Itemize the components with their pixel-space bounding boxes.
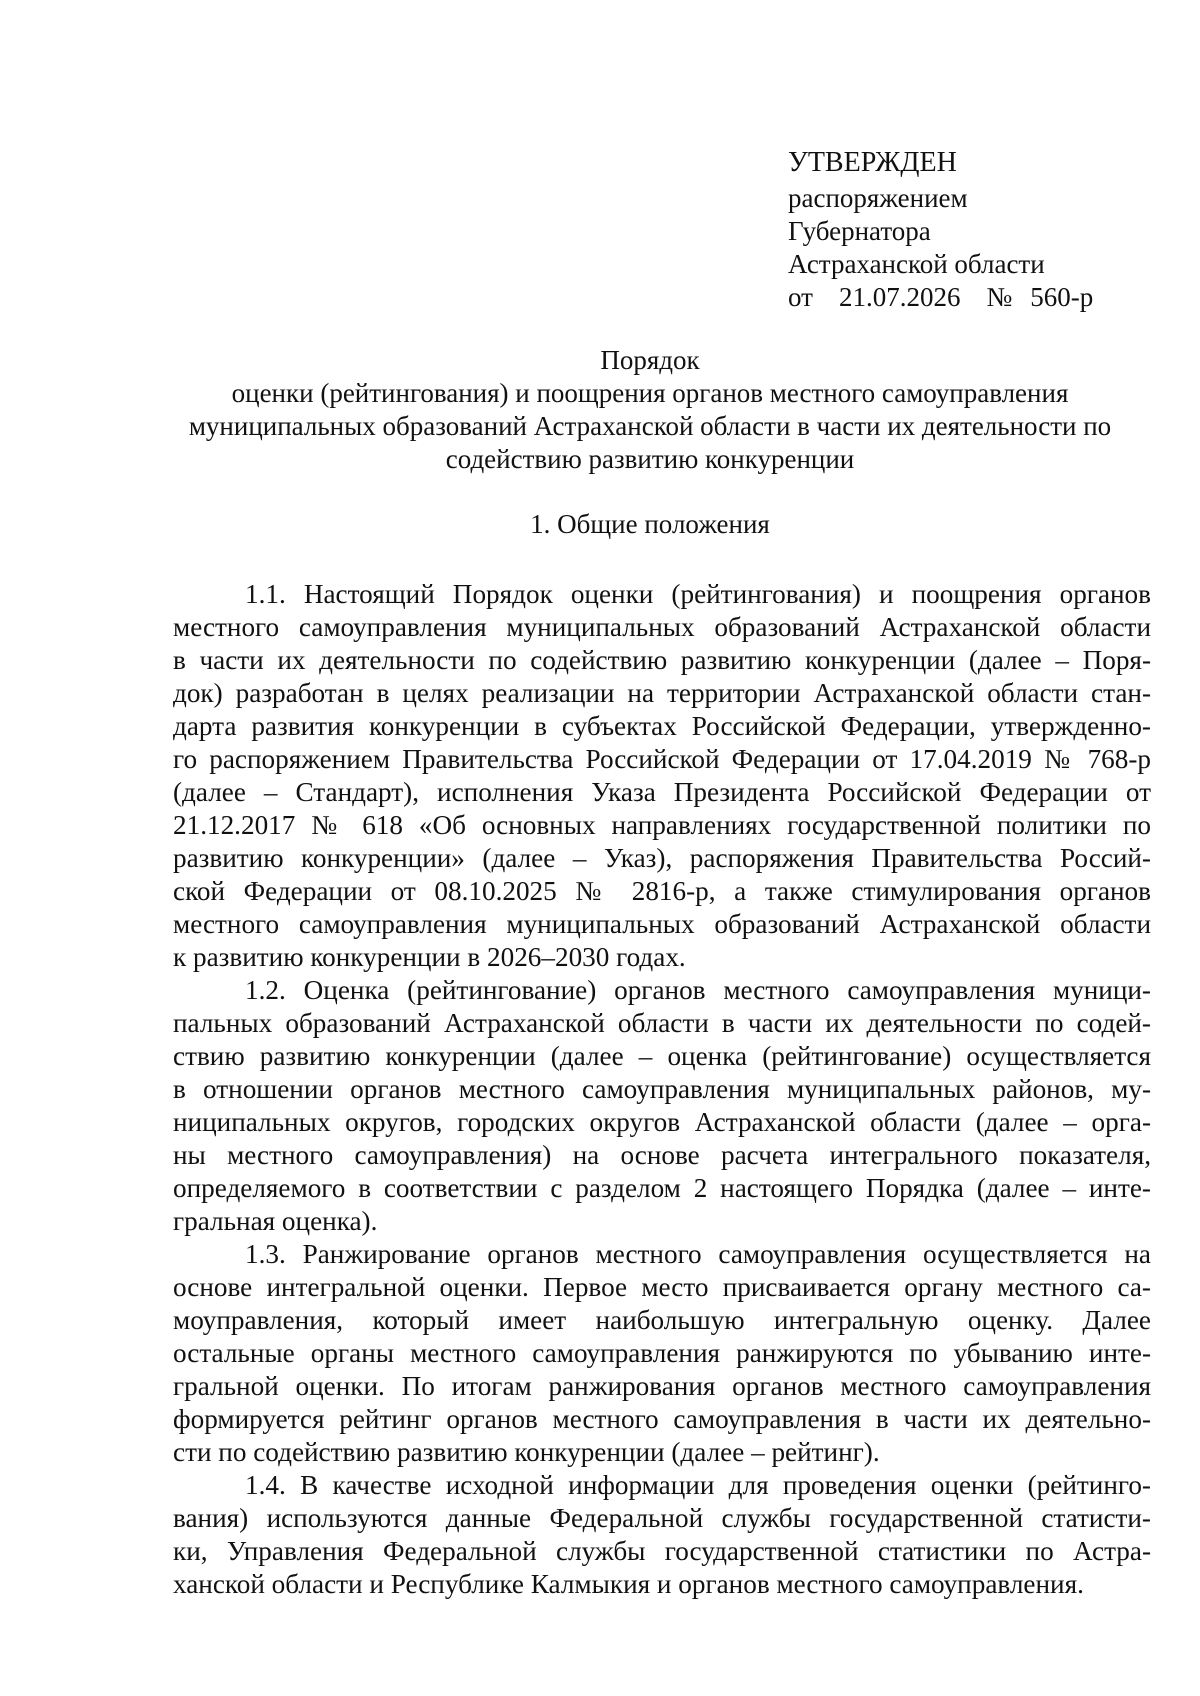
paragraph-line: 1.1. Настоящий Порядок оценки (рейтингования) и поощрения органов <box>245 579 1151 609</box>
paragraph-line: го распоряжением Правительства Российской Федерации от 17.04.2019 № 768-р <box>173 744 1151 774</box>
document-title-line: оценки (рейтингования) и поощрения органов местного самоуправления <box>231 378 1069 408</box>
document-title-line: содействию развитию конкуренции <box>445 444 855 474</box>
paragraph-line: в отношении органов местного самоуправления муниципальных районов, му- <box>173 1074 1151 1104</box>
document-title-main: Порядок <box>600 345 700 375</box>
paragraph-3 <box>173 1238 1151 1469</box>
paragraph-line: 21.12.2017 № 618 «Об основных направлениях государственной политики по <box>173 810 1151 840</box>
paragraph-line: остальные органы местного самоуправления ранжируются по убыванию инте- <box>173 1338 1151 1368</box>
paragraph-line: ской Федерации от 08.10.2025 № 2816-р, а также стимулирования органов <box>173 876 1151 906</box>
paragraph-line: пальных образований Астраханской области в части их деятельности по содей- <box>173 1008 1151 1038</box>
approval-number: 560-р <box>1030 282 1094 312</box>
paragraph-line: определяемого в соответствии с разделом 2 настоящего Порядка (далее – инте- <box>173 1173 1151 1203</box>
paragraph-line: ниципальных округов, городских округов Астраханской области (далее – орга- <box>173 1107 1151 1137</box>
approval-date: 21.07.2026 <box>838 282 961 312</box>
paragraph-4 <box>173 1469 1151 1601</box>
paragraph-line: местного самоуправления муниципальных образований Астраханской области <box>173 612 1151 642</box>
paragraph-line: ствию развитию конкуренции (далее – оценка (рейтингование) осуществляется <box>173 1041 1151 1071</box>
paragraph-line: 1.2. Оценка (рейтингование) органов местного самоуправления муници- <box>245 975 1151 1005</box>
approval-line-region: Астраханской области <box>788 249 1045 279</box>
paragraph-line: ки, Управления Федеральной службы государственной статистики по Астра- <box>173 1536 1151 1566</box>
approval-date-number-line <box>788 281 1168 314</box>
document-body <box>173 578 1151 1601</box>
paragraph-line: местного самоуправления муниципальных образований Астраханской области <box>173 909 1151 939</box>
approval-number-sign: № <box>986 282 1013 312</box>
paragraph-2 <box>173 974 1151 1238</box>
paragraph-line: ны местного самоуправления) на основе расчета интегрального показателя, <box>173 1140 1151 1170</box>
paragraph-1 <box>173 578 1151 974</box>
approval-from-label: от <box>788 282 813 312</box>
paragraph-line: дарта развития конкуренции в субъектах Российской Федерации, утвержденно- <box>173 711 1151 741</box>
paragraph-line: моуправления, который имеет наибольшую интегральную оценку. Далее <box>173 1305 1151 1335</box>
paragraph-line: сти по содействию развитию конкуренции (далее – рейтинг). <box>173 1437 880 1467</box>
approval-line-governor: Губернатора <box>788 216 931 246</box>
approved-heading: УТВЕРЖДЕН <box>788 147 957 178</box>
paragraph-line: вания) используются данные Федеральной службы государственной статисти- <box>173 1503 1151 1533</box>
paragraph-line: к развитию конкуренции в 2026–2030 годах. <box>173 942 686 972</box>
paragraph-line: основе интегральной оценки. Первое место присваивается органу местного са- <box>173 1272 1151 1302</box>
paragraph-line: развитию конкуренции» (далее – Указ), распоряжения Правительства Россий- <box>173 843 1151 873</box>
approval-stamp-block <box>788 146 1168 314</box>
paragraph-line: 1.4. В качестве исходной информации для проведения оценки (рейтинго- <box>245 1470 1151 1500</box>
approval-line-order: распоряжением <box>788 183 968 213</box>
paragraph-line: гральная оценка). <box>173 1206 378 1236</box>
paragraph-line: ханской области и Республике Калмыкия и органов местного самоуправления. <box>173 1569 1084 1599</box>
paragraph-line: формируется рейтинг органов местного самоуправления в части их деятельно- <box>173 1404 1151 1434</box>
paragraph-line: 1.3. Ранжирование органов местного самоуправления осуществляется на <box>245 1239 1151 1269</box>
section-heading: 1. Общие положения <box>530 509 770 539</box>
paragraph-line: в части их деятельности по содействию развитию конкуренции (далее – Поря- <box>173 645 1151 675</box>
document-title-line: муниципальных образований Астраханской области в части их деятельности по <box>188 411 1112 441</box>
paragraph-line: док) разработан в целях реализации на территории Астраханской области стан- <box>173 678 1151 708</box>
paragraph-line: (далее – Стандарт), исполнения Указа Президента Российской Федерации от <box>173 777 1151 807</box>
document-title <box>150 344 1150 476</box>
paragraph-line: гральной оценки. По итогам ранжирования органов местного самоуправления <box>173 1371 1151 1401</box>
